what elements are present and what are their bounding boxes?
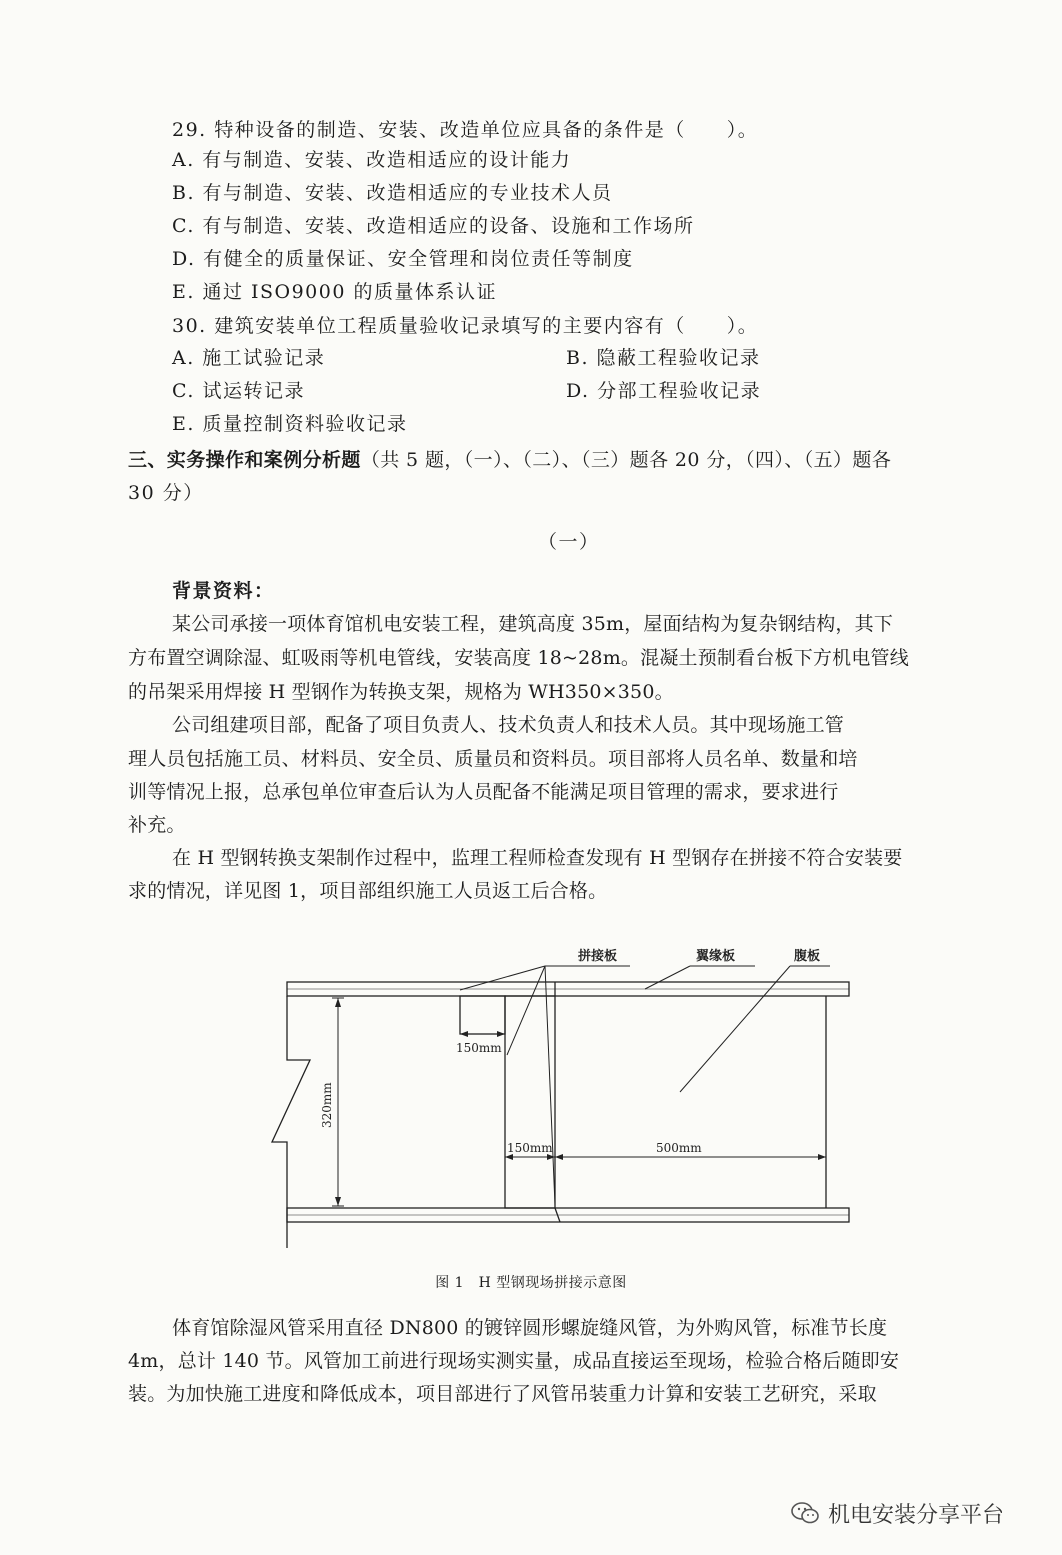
after-figure-line: 装。为加快施工进度和降低成本，项目部进行了风管吊装重力计算和安装工艺研究，采取 (128, 1383, 877, 1405)
q30-option-b: B. 隐蔽工程验收记录 (566, 347, 761, 369)
paragraph-line: 公司组建项目部，配备了项目负责人、技术负责人和技术人员。其中现场施工管 (172, 714, 845, 736)
q30-option-d: D. 分部工程验收记录 (566, 380, 762, 402)
watermark-text: 机电安装分享平台 (828, 1502, 1005, 1528)
label-dim-150-bottom: 150mm (507, 1141, 553, 1155)
after-figure-line: 4m，总计 140 节。风管加工前进行现场实测实量，成品直接运至现场，检验合格后随即安 (128, 1350, 900, 1372)
q29-option-e: E. 通过 ISO9000 的质量体系认证 (172, 281, 497, 303)
figure-caption: 图 1 H 型钢现场拼接示意图 (435, 1275, 627, 1291)
small-splice-plate (460, 996, 505, 1034)
paragraph-line: 训等情况上报，总承包单位审查后认为人员配备不能满足项目管理的需求，要求进行 (128, 781, 839, 803)
label-dim-500: 500mm (656, 1141, 702, 1155)
paragraph-line: 补充。 (128, 814, 186, 836)
q29-option-c: C. 有与制造、安装、改造相适应的设备、设施和工作场所 (172, 215, 695, 237)
paragraph-line: 的吊架采用焊接 H 型钢作为转换支架，规格为 WH350×350。 (128, 681, 674, 703)
paragraph-line: 方布置空调除湿、虹吸雨等机电管线，安装高度 18~28m。混凝土预制看台板下方机电管线 (128, 647, 909, 669)
background-label: 背景资料： (172, 580, 275, 602)
q30-option-a: A. 施工试验记录 (172, 347, 326, 369)
label-web-plate: 腹板 (794, 949, 821, 964)
label-dim-320: 320mm (320, 1082, 334, 1128)
q29-option-d: D. 有健全的质量保证、安全管理和岗位责任等制度 (172, 248, 634, 270)
paragraph-line: 某公司承接一项体育馆机电安装工程，建筑高度 35m，屋面结构为复杂钢结构，其下 (172, 613, 894, 635)
label-dim-150-top: 150mm (456, 1041, 502, 1055)
case-label: （一） (538, 531, 600, 553)
q30-option-e: E. 质量控制资料验收记录 (172, 413, 408, 435)
paragraph-line: 在 H 型钢转换支架制作过程中，监理工程师检查发现有 H 型钢存在拼接不符合安装要 (172, 847, 903, 869)
paragraph-line: 求的情况，详见图 1，项目部组织施工人员返工后合格。 (128, 880, 608, 902)
q29-option-a: A. 有与制造、安装、改造相适应的设计能力 (172, 149, 572, 171)
label-flange-plate: 翼缘板 (696, 949, 736, 964)
section-note-line2: 30 分） (128, 482, 204, 504)
watermark (790, 1495, 1004, 1531)
after-figure-line: 体育馆除湿风管采用直径 DN800 的镀锌圆形螺旋缝风管，为外购风管，标准节长度 (172, 1317, 888, 1339)
wechat-icon (790, 1500, 820, 1526)
section-title: 三、实务操作和案例分析题 (128, 449, 361, 471)
q30-stem: 30. 建筑安装单位工程质量验收记录填写的主要内容有（ ）。 (172, 315, 759, 337)
q30-option-c: C. 试运转记录 (172, 380, 305, 402)
q29-option-b: B. 有与制造、安装、改造相适应的专业技术人员 (172, 182, 613, 204)
q29-stem: 29. 特种设备的制造、安装、改造单位应具备的条件是（ ）。 (172, 119, 759, 141)
paragraph-line: 理人员包括施工员、材料员、安全员、质量员和资料员。项目部将人员名单、数量和培 (128, 748, 858, 770)
section-note: （共 5 题，（一）、（二）、（三）题各 20 分，（四）、（五）题各 (360, 449, 892, 471)
break-line (272, 996, 310, 1248)
label-splice-plate: 拼接板 (578, 949, 618, 964)
